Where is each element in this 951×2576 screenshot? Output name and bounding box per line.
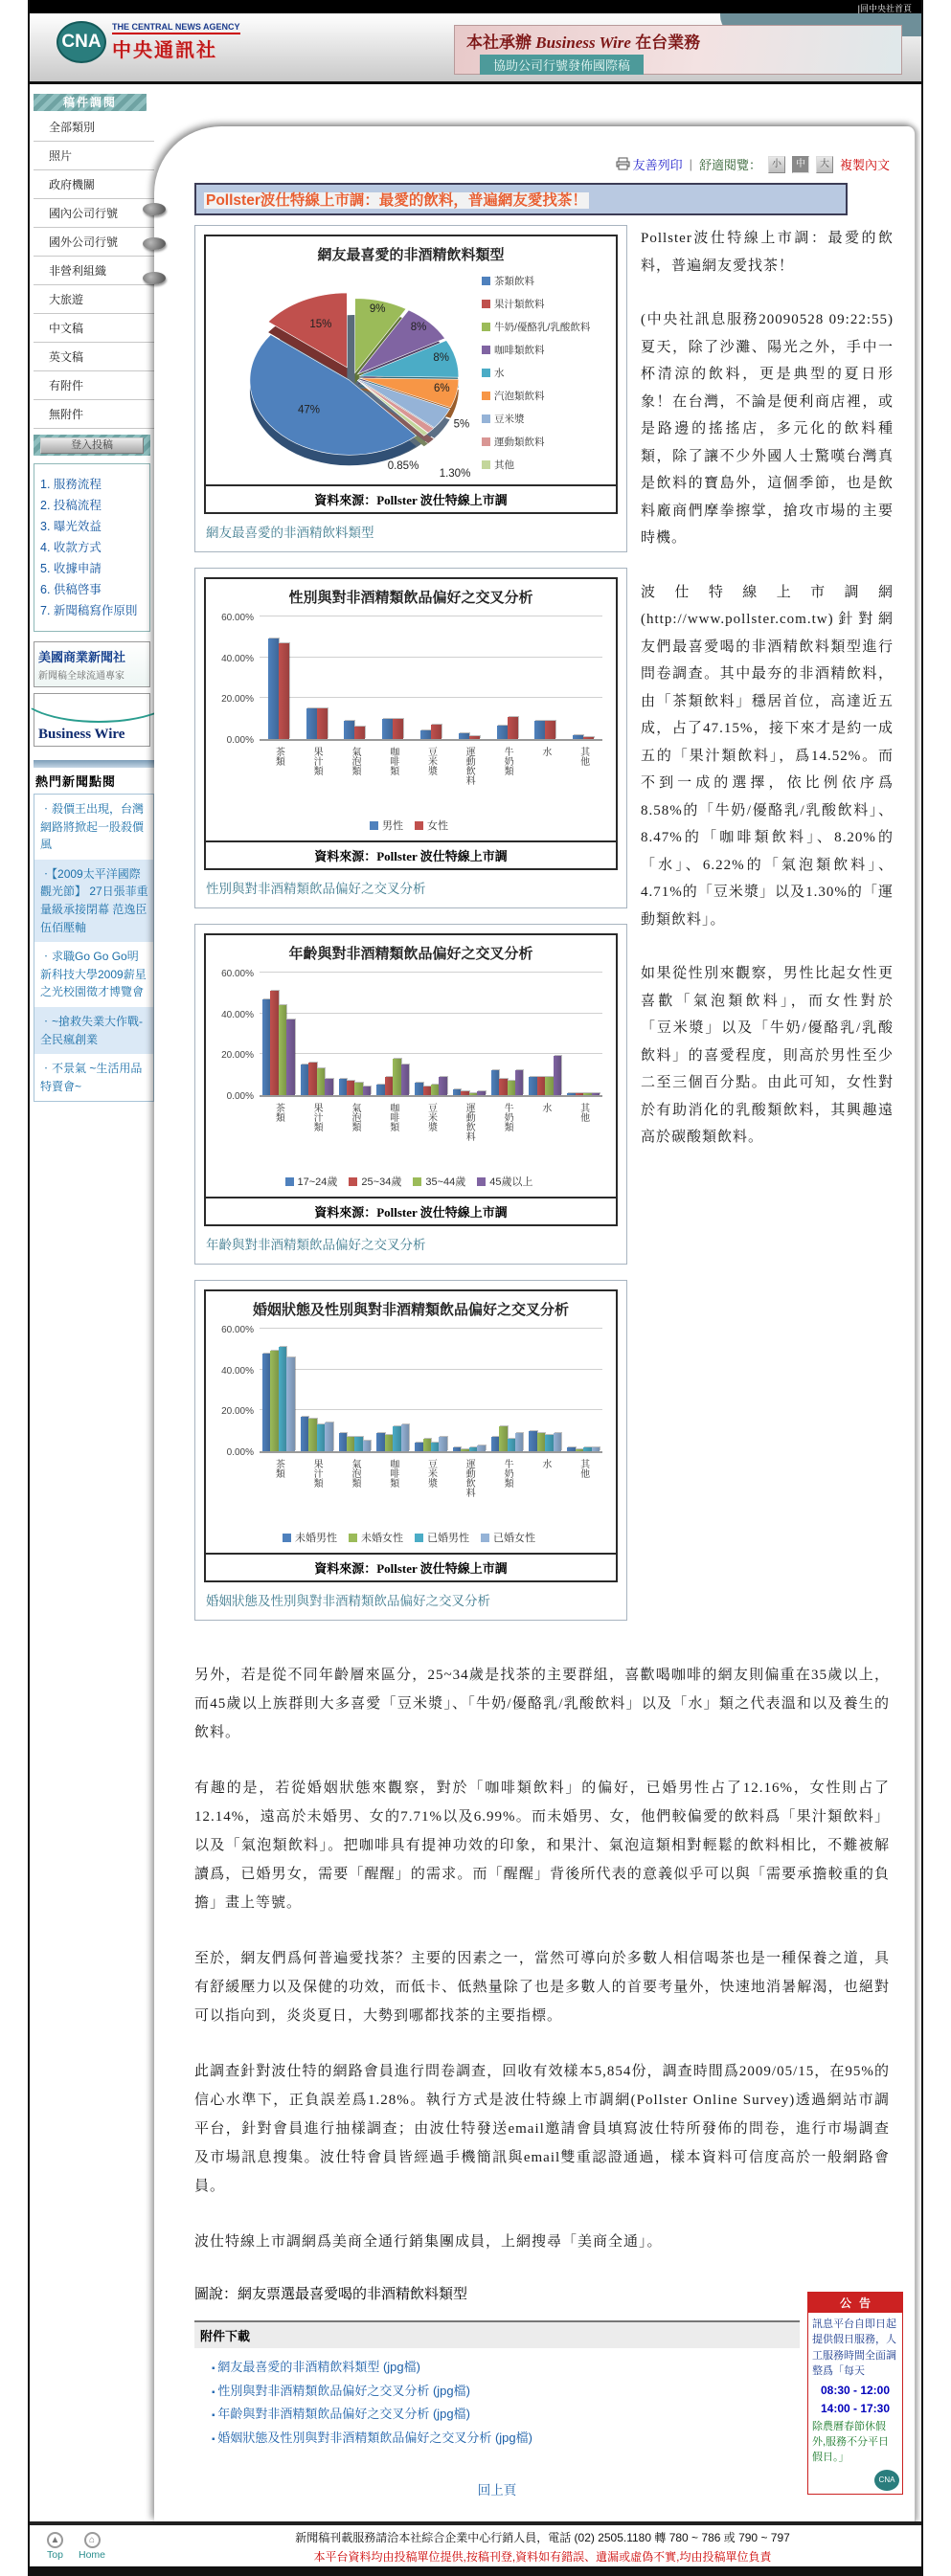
footer-disclaimer-line: 本平台資料均由投稿單位提供,按稿刊登,資料如有錯誤、遺漏或虛偽不實,均由投稿單位負責 [313,2549,772,2564]
login-submit-button[interactable]: 登入投稿 [40,437,144,454]
article-paragraph: Pollster波仕特線上市調：最愛的飲料，普遍網友愛找茶！ [641,231,894,274]
notice-box [807,2292,903,2495]
category-label: 豆米漿 [425,747,437,775]
top-button[interactable]: ▲ Top [47,2532,63,2561]
hot-news-item[interactable]: ‧ 殺價王出現，台灣網路將掀起一股殺價風 [34,795,153,860]
marital-chart-title: 婚姻狀態及性別與對非酒精類飲品偏好之交叉分析 [252,1303,569,1318]
bar [459,733,469,739]
article-toolbar [194,155,890,173]
category-label: 氣泡類 [349,747,360,775]
bar [262,999,270,1095]
bar [339,1079,347,1095]
notice-note: 除農曆春節休假外,服務不分平日假日。」 [812,2420,890,2463]
bar [431,1443,439,1451]
sidebar-menu-item[interactable]: 全部類別 [34,113,154,142]
bar [583,737,594,739]
bar [354,1083,362,1095]
bar [439,1437,446,1451]
chart-box-marital [194,1280,627,1621]
bar [583,1447,591,1451]
sidebar-menu [34,113,154,429]
gender-chart-caption: 性別與對非酒精類飲品偏好之交叉分析 [206,882,426,896]
bar [469,1093,477,1095]
site-header [30,13,921,84]
bar [268,638,279,739]
bar [363,1441,371,1451]
category-label: 茶類 [273,1103,284,1122]
binder-ring-icon [143,272,166,284]
print-button[interactable]: 友善列印 [616,155,683,173]
bar [508,717,518,739]
bar [415,1443,422,1451]
bar [529,1077,536,1095]
article-text-column [641,225,905,1636]
pie-chart-favorite-drinks [206,266,616,484]
bar [385,1435,393,1451]
bar [592,1093,600,1095]
category-label: 水 [539,1103,551,1112]
bar-chart-marital: 0.00% 20.00% 40.00% 60.00% 茶類 果汁類 氣泡類 咖啡類 豆米漿 運動飲料 牛奶類 水 其他 未婚男性 未婚女性 已婚男性 已婚女性 [206,1321,616,1553]
sidebar-menu-item[interactable]: 照片 [34,142,154,170]
category-label: 其他 [577,1459,589,1478]
bar [262,1354,270,1451]
bar [469,736,480,739]
category-label: 咖啡類 [387,1103,398,1131]
cna-logo[interactable] [57,21,240,63]
article-columns [194,225,905,1636]
svg-text:8%: 8% [410,321,427,333]
bar [339,1433,347,1451]
bar [497,726,508,739]
category-label: 其他 [577,1103,589,1122]
gender-chart-source: 資料來源：Pollster 波仕特線上市調 [206,840,616,868]
bar [554,1056,561,1095]
login-band [34,435,150,456]
photo-caption-note: 圖說：網友票選最喜愛喝的非酒精飲料類型 [194,2287,468,2302]
article-fulltext [194,1661,890,2303]
service-link[interactable]: 1. 服務流程 [40,474,146,495]
bar [325,1422,332,1451]
bar [301,1064,308,1095]
chart-legend: 17~24歲 25~34歲 35~44歲 45歲以上 [210,1174,608,1189]
bar [317,708,328,739]
bar [515,1433,523,1451]
bar [499,1426,507,1451]
bar [423,1439,431,1451]
bar [583,1093,591,1095]
attachment-link[interactable]: ▪ 性別與對非酒精類飲品偏好之交叉分析 (jpg檔) [212,2380,800,2404]
bar [401,1064,409,1095]
bar [491,1070,499,1095]
copy-text-button[interactable]: 複製內文 [839,158,890,172]
bar [308,1419,316,1451]
sidebar [30,84,154,1102]
bar [461,1449,468,1451]
page-frame [28,0,923,2576]
bar [393,1426,400,1451]
bar [592,1447,600,1451]
bar [270,1351,278,1451]
svg-text:0.85%: 0.85% [387,460,419,472]
bar [347,1081,354,1095]
category-label: 咖啡類 [387,1459,398,1488]
bar [573,735,583,739]
home-top-link[interactable]: |回中央社首頁 [857,4,912,13]
sidebar-menu-item[interactable]: 國內公司行號 [34,199,154,228]
svg-text:8%: 8% [433,352,449,365]
age-chart-caption: 年齡與對非酒精類飲品偏好之交叉分析 [206,1238,426,1252]
bar [279,1005,286,1095]
bar [545,1077,553,1095]
footer-contact-line: 新聞稿刊載服務請洽本社綜合企業中心行銷人員，電話 (02) 2505.1180 轉 780 ~ 786 或 790 ~ 797 [295,2530,790,2544]
binder-ring-icon [143,237,166,250]
marital-chart-caption: 婚姻狀態及性別與對非酒精類飲品偏好之交叉分析 [206,1594,490,1608]
bar [308,1063,316,1095]
bar [415,1083,422,1095]
category-label: 豆米漿 [425,1459,437,1488]
article-paragraph: 有趣的是，若從婚姻狀態來觀察，對於「咖啡類飲料」的偏好，已婚男性占了12.16%，女性則占了12.14%，遠高於未婚男、女的7.71%以及6.99%。而未婚男、女，他們較偏愛的飲料爲「果汁類飲料」以及「氣泡類飲料」。把咖啡具有提神功效的印象，和果汁、氣泡這類相對輕鬆的飲料相比，不難被解讀爲，已婚男女，需要「醒醒」的需求。而「醒醒」背後所代表的意義似乎可以與「需要承擔較重的負擔」畫上等號。 [194,1781,890,1911]
sidebar-menu-item[interactable]: 英文稿 [34,343,154,371]
svg-text:47%: 47% [297,404,320,416]
hot-news-divider [34,760,154,768]
category-label: 茶類 [273,747,284,766]
bar [431,1085,439,1095]
hot-news-item[interactable]: ‧ 不景氣 ~生活用品特賣會~ [34,1054,153,1101]
chart-legend: 未婚男性 未婚女性 已婚男性 已婚女性 [210,1530,608,1545]
footer [30,2525,921,2566]
bar [469,1447,477,1451]
notice-hours-1: 08:30 - 12:00 [820,2383,891,2397]
bar [344,721,354,739]
svg-text:9%: 9% [369,302,386,315]
bar [431,725,442,739]
businesswire-banner[interactable] [454,25,902,75]
toolbar-separator: | [689,157,692,171]
sidebar-menu-item[interactable]: 有附件 [34,371,154,400]
service-link[interactable]: 2. 投稿流程 [40,495,146,516]
pie-chart-title: 網友最喜愛的非酒精飲料類型 [317,248,505,263]
service-link[interactable]: 7. 新聞稿寫作原則 [40,600,146,621]
svg-text:6%: 6% [433,382,450,394]
logo-chinese-text: 中央通訊社 [112,40,217,61]
notice-hours-2: 14:00 - 17:30 [820,2401,891,2415]
attachments-list [194,2348,800,2454]
bar [306,708,317,739]
category-label: 其他 [577,747,589,766]
bar [534,721,545,739]
attachments-title: 附件下載 [194,2320,800,2348]
cna-logo-icon: CNA [57,21,106,63]
category-label: 水 [539,747,551,756]
category-label: 運動飲料 [464,747,475,785]
bar [554,1433,561,1451]
bar [393,1059,400,1095]
bar [545,721,555,739]
chart-box-gender [194,568,627,908]
attachments-row [194,2320,905,2508]
businesswire-ad-title: 美國商業新聞社 [38,650,126,664]
hot-news-item[interactable]: ‧ ~搶救失業大作戰-全民瘋創業 [34,1007,153,1054]
category-label: 運動飲料 [464,1103,475,1141]
bar [382,719,393,739]
article-paragraph: 另外，若是從不同年齡層來區分，25~34歲是找茶的主要群組，喜歡喝咖啡的網友則偏重在35歲以上，而45歲以上族群則大多喜愛「豆米漿」、「牛奶/優酪乳/乳酸飲料」以及「水」類之代表溫和以及養生的飲料。 [194,1668,890,1740]
logo-english-text: THE CENTRAL NEWS AGENCY [112,22,240,34]
article-title: Pollster波仕特線上市調：最愛的飲料，普遍網友愛找茶！ [206,192,587,209]
businesswire-logo[interactable]: Business Wire [34,693,150,747]
bar [453,1089,461,1095]
sidebar-menu-item[interactable]: 政府機關 [34,170,154,199]
bar [317,1424,325,1451]
age-chart-source: 資料來源：Pollster 波仕特線上市調 [206,1197,616,1224]
businesswire-ad-subtitle: 新聞稿全球流通專家 [38,671,125,682]
bar [491,1437,499,1451]
bar [537,1077,545,1095]
category-label: 牛奶類 [502,1459,513,1488]
article-paragraph: 波仕特線上市調網爲美商全通行銷集團成員，上網搜尋「美商全通」。 [194,2234,663,2250]
pie-legend: 茶類飲料 果汁類飲料 牛奶/優酪乳/乳酸飲料 咖啡類飲料 水 汽泡類飲料 豆米漿 運動類飲料 其他 [482,276,614,482]
top-arrow-icon: ▲ [47,2532,63,2548]
category-label: 牛奶類 [502,747,513,775]
font-size-medium-button[interactable]: 中 [792,156,809,173]
category-label: 咖啡類 [387,747,398,775]
article-paragraph: 至於，網友們爲何普遍愛找茶？主要的因素之一，當然可導向於多數人相信喝茶也是一種保養之道，具有舒緩壓力以及保健的功效，而低卡、低熱量除了也是多數人的首要考量外，快速地消暑解渴，也絕對可以指向到，炎炎夏日，大勢到哪都找茶的主要指標。 [194,1951,890,2024]
sidebar-menu-item[interactable]: 無附件 [34,400,154,429]
attachment-link[interactable]: ▪ 網友最喜愛的非酒精飲料類型 (jpg檔) [212,2356,800,2380]
bar [477,1091,485,1095]
service-links-list [40,474,146,621]
bar [423,1086,431,1095]
charts-column [194,225,627,1636]
bar [576,1093,583,1095]
bar [567,1447,575,1451]
bar [317,1068,325,1095]
sidebar-section-title: 稿件調閱 [34,94,147,111]
service-links-box [34,463,150,632]
category-label: 豆米漿 [425,1103,437,1131]
bar [279,1347,286,1451]
svg-text:15%: 15% [309,318,332,330]
bar [537,1433,545,1451]
body-row [30,84,921,2521]
attachment-link[interactable]: ▪ 年齡與對非酒精類飲品偏好之交叉分析 (jpg檔) [212,2403,800,2427]
bar-chart-age: 0.00% 20.00% 40.00% 60.00% 茶類 果汁類 氣泡類 咖啡類 豆米漿 運動飲料 牛奶類 水 其他 17~24歲 25~34歲 35~44歲 45歲以上 [206,965,616,1197]
bar [393,719,403,739]
service-link[interactable]: 5. 收據申請 [40,558,146,579]
category-label: 氣泡類 [349,1103,360,1131]
service-link[interactable]: 4. 收款方式 [40,537,146,558]
svg-text:1.30%: 1.30% [439,468,471,480]
pie-chart-caption: 網友最喜愛的非酒精飲料類型 [206,526,374,540]
home-icon: ⌂ [84,2532,101,2548]
cna-mascot-icon: CNA [874,2470,899,2491]
category-label: 茶類 [273,1459,284,1478]
svg-text:5%: 5% [453,418,470,431]
sidebar-menu-item[interactable]: 非營利組織 [34,257,154,285]
binder-ring-icon [143,203,166,215]
hot-news-title: 熱門新聞點閱 [35,774,117,789]
bar [508,1439,515,1451]
banner-line1: 本社承辦 Business Wire 在台業務 [466,34,701,52]
font-size-large-button[interactable]: 大 [816,156,833,173]
bar-chart-gender: 0.00% 20.00% 40.00% 60.00% 茶類 果汁類 氣泡類 咖啡類 豆米漿 運動飲料 牛奶類 水 其他 男性 女性 [206,609,616,840]
category-label: 果汁類 [311,1459,323,1488]
bar [401,1424,409,1451]
bar [576,1449,583,1451]
attachments-section [194,2320,800,2508]
bar [453,1447,461,1451]
top-black-bar [30,0,921,13]
hot-news-item[interactable]: ‧ 【2009太平洋國際觀光節】 27日張菲重量級承接閉幕 范逸臣伍佰壓軸 [34,860,153,942]
category-label: 果汁類 [311,1103,323,1131]
bar [301,1417,308,1451]
bottom-black-bar [30,2566,921,2576]
chart-box-age [194,924,627,1265]
category-label: 果汁類 [311,747,323,775]
bar [545,1435,553,1451]
bar [363,1086,371,1095]
chart-box-pie [194,225,627,552]
bar [347,1437,354,1451]
bar [420,730,431,739]
bar [325,1079,332,1095]
home-button[interactable]: ⌂ Home [79,2532,105,2561]
sidebar-menu-item[interactable]: 大旅遊 [34,285,154,314]
article-paragraph: 如果從性別來觀察，男性比起女性更喜歡「氣泡類飲料」，而女性對於「豆米漿」以及「牛奶/優酪乳/乳酸飲料」的喜愛程度，則高於男性至少二至三個百分點。由此可知，女性對於有助消化的乳酸類飲料，其興趣遠高於碳酸類飲料。 [641,966,894,1145]
bar [439,1077,446,1095]
font-size-small-button[interactable]: 小 [768,156,785,173]
article-paragraph: 波仕特線上市調網(http://www.pollster.com.tw)針對網友們最喜愛喝的非酒精飲料類型進行問卷調查。其中最夯的非酒精飲料，由「茶類飲料」穩居首位，高達近五成，占了47.15%，接下來才是約一成五的「果汁類飲料」，爲14.52%。而不到一成的選擇，依比例依序爲8.58%的「牛奶/優酪乳/乳酸飲料」、8.47%的「咖啡類飲料」、8.20%的「水」、6.22%的「氣泡類飲料」、4.71%的「豆米漿」以及1.30%的「運動類飲料」。 [641,584,894,928]
chart-legend: 男性 女性 [210,818,608,833]
category-label: 氣泡類 [349,1459,360,1488]
hot-news-item[interactable]: ‧ 求職Go Go Go明新科技大學2009薪星之光校園徵才博覽會 [34,942,153,1007]
pie-chart-source: 資料來源：Pollster 波仕特線上市調 [206,484,616,512]
article-paragraph: (中央社訊息服務20090528 09:22:55)夏天，除了沙灘、陽光之外，手中一杯清涼的飲料，更是典型的夏日形象！在台灣，不論是便利商店裡，或是路邊的搖搖店，多元化的飲料種類，除了讓不少外國人士驚嘆台灣真是飲料的寶島外，這個季節，也是飲料廠商們摩拳擦掌，搶攻市場的主要時機。 [641,312,894,546]
bar [461,1091,468,1095]
bar [270,991,278,1095]
bar [376,1433,384,1451]
attachment-link[interactable]: ▪ 婚姻狀態及性別與對非酒精類飲品偏好之交叉分析 (jpg檔) [212,2427,800,2451]
notice-title: 公告 [808,2293,902,2313]
service-link[interactable]: 6. 供稿啓事 [40,579,146,600]
gender-chart-title: 性別與對非酒精類飲品偏好之交叉分析 [288,591,533,606]
content-card [154,126,916,2521]
hot-news-list [34,794,154,1102]
view-size-label: 舒適閱覽： [698,158,761,172]
bar [515,1070,523,1095]
bar [477,1445,485,1451]
service-link[interactable]: 3. 曝光效益 [40,516,146,537]
bar [499,1079,507,1095]
article-paragraph: 此調查針對波仕特的網路會員進行問卷調查，回收有效樣本5,854份，調查時間爲2009/05/15，在95%的信心水準下，正負誤差爲1.28%。執行方式是波仕特線上市調網(Pollster Online Survey)透過網站市調平台，針對會員進行抽樣調查；由波仕特發送email邀請會員填寫波仕特所發佈的問卷，進行市場調查及市場訊息搜集。波仕特會員皆經過手機簡訊與email雙重認證通過，樣本資料可信度高於一般網路會員。 [194,2064,890,2194]
bar [286,1019,294,1095]
sidebar-menu-item[interactable]: 國外公司行號 [34,228,154,257]
printer-icon [616,158,630,170]
age-chart-title: 年齡與對非酒精類飲品偏好之交叉分析 [288,947,533,962]
marital-chart-source: 資料來源：Pollster 波仕特線上市調 [206,1553,616,1580]
bar [354,727,365,739]
bar [567,1093,575,1095]
bar [508,1081,515,1095]
notice-body: 訊息平台自即日起提供假日服務，人工服務時間全面調整爲「每天 [812,2318,896,2378]
bar [529,1431,536,1451]
bar [354,1437,362,1451]
bar [279,643,289,739]
category-label: 水 [539,1459,551,1468]
category-label: 運動飲料 [464,1459,475,1497]
category-label: 牛奶類 [502,1103,513,1131]
bar [286,1357,294,1451]
banner-line2: 協助公司行號發佈國際稿 [480,55,644,75]
back-link[interactable]: 回上頁 [477,2482,517,2498]
sidebar-menu-item[interactable]: 中文稿 [34,314,154,343]
article-title-bar [194,183,848,215]
bar [376,1085,384,1095]
bar [385,1077,393,1095]
